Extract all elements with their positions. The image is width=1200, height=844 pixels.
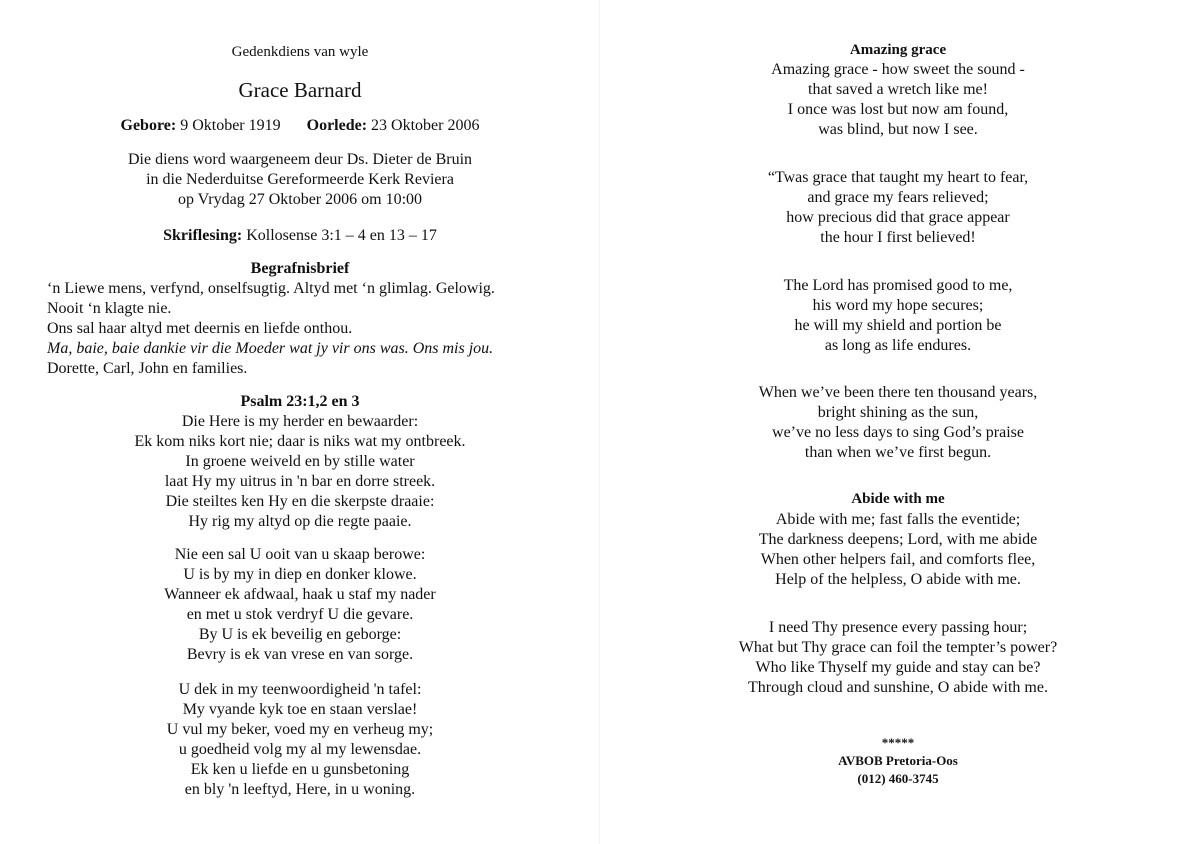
- verse-line: laat Hy my uitrus in 'n bar en dorre streek.: [164, 473, 436, 490]
- verse-line: how precious did that grace appear: [786, 209, 1010, 226]
- verse-line: we’ve no less days to sing God’s praise: [772, 424, 1024, 441]
- verse-line: U vul my beker, voed my en verheug my;: [166, 721, 434, 738]
- intro-line: Gedenkdiens van wyle: [231, 44, 369, 60]
- born-value: 9 Oktober 1919: [180, 117, 281, 134]
- service-line: op Vrydag 27 Oktober 2006 om 10:00: [177, 191, 423, 208]
- verse-line: The darkness deepens; Lord, with me abide: [758, 531, 1038, 548]
- verse-line: the hour I first believed!: [820, 229, 976, 246]
- hymn2-title: Abide with me: [851, 491, 945, 507]
- verse-line: en bly 'n leeftyd, Here, in u woning.: [184, 781, 416, 798]
- hymn1-stanza-4: [600, 383, 1196, 463]
- verse-line: than when we’ve first begun.: [804, 444, 992, 461]
- verse-line: en met u stok verdryf U die gevare.: [186, 606, 414, 623]
- service-details: [0, 150, 600, 210]
- verse-line: was blind, but now I see.: [818, 121, 978, 138]
- verse-line: bright shining as the sun,: [817, 404, 979, 421]
- footer-phone: (012) 460-3745: [857, 771, 939, 786]
- footer-stars: *****: [881, 735, 915, 750]
- verse-line: Die steiltes ken Hy en die skerpste draaie:: [165, 493, 435, 510]
- letter-line: ‘n Liewe mens, verfynd, onselfsugtig. Altyd met ‘n glimlag. Gelowig.: [47, 280, 495, 297]
- verse-line: What but Thy grace can foil the tempter’s power?: [738, 639, 1058, 656]
- verse-line: U is by my in diep en donker klowe.: [183, 566, 417, 583]
- hymn2-stanza-2: [600, 618, 1196, 698]
- hymn1-title: Amazing grace: [849, 42, 947, 58]
- verse-line: Hy rig my altyd op die regte paaie.: [188, 513, 412, 530]
- scripture-reading: [0, 227, 600, 245]
- footer-company: AVBOB Pretoria-Oos: [838, 753, 958, 768]
- letter-line: Dorette, Carl, John en families.: [47, 360, 248, 377]
- psalm-title: Psalm 23:1,2 en 3: [240, 393, 360, 410]
- psalm-stanza-3: [0, 680, 600, 800]
- reading-label: Skriflesing:: [163, 227, 243, 244]
- service-line: in die Nederduitse Gereformeerde Kerk Reviera: [146, 171, 454, 188]
- verse-line: “Twas grace that taught my heart to fear,: [767, 169, 1029, 186]
- verse-line: U dek in my teenwoordigheid 'n tafel:: [178, 681, 422, 698]
- verse-line: Bevry is ek van vrese en van sorge.: [186, 646, 414, 663]
- letter-line: Ons sal haar altyd met deernis en liefde onthou.: [47, 320, 353, 337]
- verse-line: Who like Thyself my guide and stay can be?: [755, 659, 1041, 676]
- psalm-stanza-2: [0, 545, 600, 665]
- verse-line: When other helpers fail, and comforts flee,: [760, 551, 1036, 568]
- letter-body: [47, 279, 495, 379]
- verse-line: u goedheid volg my al my lewensdae.: [178, 741, 422, 758]
- died-label: Oorlede:: [306, 117, 368, 134]
- letter-line: Nooit ‘n klagte nie.: [47, 300, 172, 317]
- verse-line: I need Thy presence every passing hour;: [768, 619, 1028, 636]
- died-value: 23 Oktober 2006: [371, 117, 480, 134]
- verse-line: Nie een sal U ooit van u skaap berowe:: [174, 546, 426, 563]
- letter-title: Begrafnisbrief: [250, 260, 350, 277]
- verse-line: By U is ek beveilig en geborge:: [198, 626, 402, 643]
- hymn1-stanza-1: [600, 60, 1196, 140]
- verse-line: Ek kom niks kort nie; daar is niks wat my ontbreek.: [134, 433, 466, 450]
- hymn2-stanza-1: [600, 510, 1196, 590]
- dates-line: [0, 117, 600, 135]
- verse-line: that saved a wretch like me!: [808, 81, 988, 98]
- deceased-name: Grace Barnard: [238, 78, 362, 102]
- hymn1-stanza-2: [600, 168, 1196, 248]
- verse-line: and grace my fears relieved;: [807, 189, 989, 206]
- verse-line: his word my hope secures;: [812, 297, 984, 314]
- right-page: [600, 0, 1200, 844]
- service-line: Die diens word waargeneem deur Ds. Dieter de Bruin: [127, 151, 473, 168]
- letter-line: Ma, baie, baie dankie vir die Moeder wat jy vir ons was. Ons mis jou.: [47, 340, 494, 357]
- verse-line: Wanneer ek afdwaal, haak u staf my nader: [164, 586, 436, 603]
- verse-line: I once was lost but now am found,: [787, 101, 1009, 118]
- verse-line: Die Here is my herder en bewaarder:: [181, 413, 419, 430]
- verse-line: Amazing grace - how sweet the sound -: [771, 61, 1025, 78]
- verse-line: Abide with me; fast falls the eventide;: [775, 511, 1021, 528]
- psalm-stanza-1: [0, 412, 600, 532]
- verse-line: Help of the helpless, O abide with me.: [775, 571, 1021, 588]
- verse-line: The Lord has promised good to me,: [783, 277, 1013, 294]
- verse-line: In groene weiveld en by stille water: [185, 453, 415, 470]
- verse-line: My vyande kyk toe en staan verslae!: [182, 701, 418, 718]
- verse-line: Through cloud and sunshine, O abide with me.: [748, 679, 1048, 696]
- verse-line: When we’ve been there ten thousand years,: [758, 384, 1038, 401]
- hymn1-stanza-3: [600, 276, 1196, 356]
- reading-value: Kollosense 3:1 – 4 en 13 – 17: [246, 227, 437, 244]
- born-label: Gebore:: [120, 117, 177, 134]
- verse-line: Ek ken u liefde en u gunsbetoning: [190, 761, 410, 778]
- verse-line: he will my shield and portion be: [794, 317, 1002, 334]
- verse-line: as long as life endures.: [824, 337, 972, 354]
